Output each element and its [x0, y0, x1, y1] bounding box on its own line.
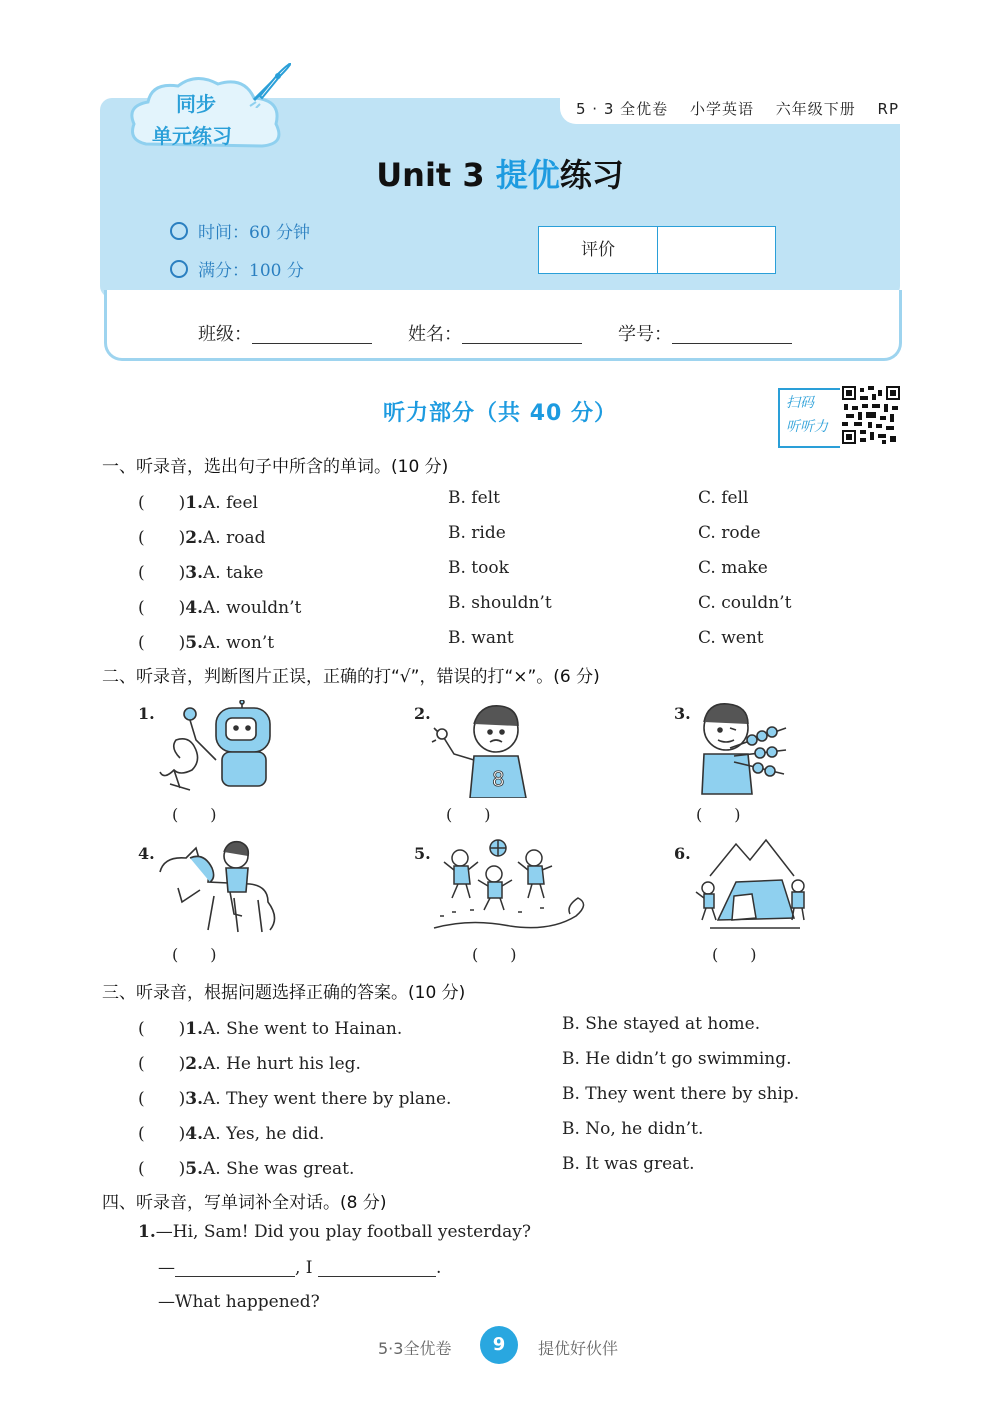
- option-a: A. take: [203, 563, 264, 583]
- answer-parentheses[interactable]: ( ): [138, 1019, 186, 1039]
- answer-parentheses[interactable]: ( ): [446, 805, 491, 824]
- check-circle-icon: [170, 260, 188, 278]
- option-b: B. took: [448, 558, 509, 578]
- student-id-field[interactable]: 学号：: [618, 320, 792, 346]
- option-a: A. They went there by plane.: [203, 1089, 452, 1109]
- option-b: B. want: [448, 628, 514, 648]
- listening-section-title: 听力部分（共 40 分）: [383, 401, 617, 426]
- evaluation-label: 评价: [539, 227, 658, 273]
- part3-item: [138, 1119, 898, 1144]
- item-number: 2.: [185, 528, 204, 548]
- item-number: 3.: [185, 1089, 204, 1109]
- badge-line2: 单元练习: [152, 124, 232, 148]
- grade: 六年级下册: [775, 100, 856, 118]
- item-number: 4.: [185, 598, 204, 618]
- part2-heading: 二、听录音，判断图片正误，正确的打“√”，错误的打“×”。(6 分): [102, 667, 600, 687]
- option-c: C. went: [698, 628, 764, 648]
- answer-parentheses[interactable]: ( ): [138, 1124, 186, 1144]
- option-a: A. won’t: [203, 633, 275, 653]
- series-name: 5 · 3 全优卷: [576, 100, 669, 118]
- item-number: 4.: [185, 1124, 204, 1144]
- page-title: Unit 3 提优练习: [376, 156, 624, 194]
- dialogue-line-1: 1.—Hi, Sam! Did you play football yesterday?: [138, 1222, 531, 1242]
- name-field[interactable]: 姓名：: [408, 320, 582, 346]
- rocket-icon: [246, 62, 292, 108]
- part1-item: [138, 593, 898, 618]
- answer-parentheses[interactable]: ( ): [172, 945, 217, 964]
- answer-parentheses[interactable]: ( ): [138, 1159, 186, 1179]
- option-c: C. fell: [698, 488, 749, 508]
- class-field[interactable]: 班级：: [198, 320, 372, 346]
- part1-item: [138, 558, 898, 583]
- picture-number: 5.: [414, 844, 431, 863]
- blank-2[interactable]: [318, 1258, 436, 1277]
- footer-series: 5·3全优卷: [378, 1339, 452, 1358]
- answer-parentheses[interactable]: ( ): [696, 805, 741, 824]
- answer-parentheses[interactable]: ( ): [138, 563, 186, 583]
- answer-parentheses[interactable]: ( ): [712, 945, 757, 964]
- subject: 小学英语: [689, 100, 754, 118]
- picture-number: 3.: [674, 704, 691, 723]
- part3-item: [138, 1049, 898, 1074]
- option-b: B. It was great.: [562, 1154, 695, 1174]
- answer-parentheses[interactable]: ( ): [138, 528, 186, 548]
- item-number: 2.: [185, 1054, 204, 1074]
- part1-item: [138, 628, 898, 653]
- item-number: 1.: [185, 493, 204, 513]
- answer-parentheses[interactable]: ( ): [138, 598, 186, 618]
- svg-text:8: 8: [492, 767, 505, 791]
- page-number: 9: [480, 1326, 518, 1364]
- footer-slogan: 提优好伙伴: [538, 1339, 619, 1358]
- part1-heading: 一、听录音，选出句子中所含的单词。(10 分): [102, 457, 449, 477]
- dialogue-line-3: —What happened?: [158, 1292, 320, 1312]
- dialogue-line-2: — , I .: [158, 1258, 442, 1278]
- camping-tent-mountains-icon: [690, 836, 814, 936]
- option-a: A. road: [203, 528, 266, 548]
- picture-number: 6.: [674, 844, 691, 863]
- option-b: B. He didn’t go swimming.: [562, 1049, 792, 1069]
- blank-1[interactable]: [175, 1258, 295, 1277]
- option-a: A. She went to Hainan.: [203, 1019, 403, 1039]
- part3-heading: 三、听录音，根据问题选择正确的答案。(10 分): [102, 983, 466, 1003]
- option-b: B. She stayed at home.: [562, 1014, 761, 1034]
- option-a: A. She was great.: [203, 1159, 355, 1179]
- series-info: [576, 98, 915, 119]
- part3-item: [138, 1084, 898, 1109]
- option-a: A. Yes, he did.: [203, 1124, 325, 1144]
- option-b: B. They went there by ship.: [562, 1084, 800, 1104]
- answer-parentheses[interactable]: ( ): [138, 1054, 186, 1074]
- full-score: 满分：100 分: [170, 256, 304, 281]
- kids-playing-beach-ball-icon: [430, 836, 590, 936]
- qr-label-line1: 扫码: [786, 395, 814, 411]
- item-number: 1.: [185, 1019, 204, 1039]
- option-b: B. ride: [448, 523, 506, 543]
- picture-number: 1.: [138, 704, 155, 723]
- part1-item: [138, 488, 898, 513]
- answer-parentheses[interactable]: ( ): [138, 1089, 186, 1109]
- evaluation-box[interactable]: [538, 226, 776, 274]
- boy-riding-horse-icon: [150, 838, 280, 938]
- option-a: A. feel: [203, 493, 258, 513]
- answer-parentheses[interactable]: ( ): [472, 945, 517, 964]
- qr-code-icon[interactable]: [842, 386, 900, 444]
- answer-parentheses[interactable]: ( ): [172, 805, 217, 824]
- item-number: 3.: [185, 563, 204, 583]
- time-limit: 时间：60 分钟: [170, 218, 310, 243]
- part3-item: [138, 1154, 898, 1179]
- part4-heading: 四、听录音，写单词补全对话。(8 分): [102, 1193, 387, 1213]
- option-a: A. He hurt his leg.: [203, 1054, 361, 1074]
- option-b: B. felt: [448, 488, 500, 508]
- option-c: C. rode: [698, 523, 761, 543]
- badge-line1: 同步: [176, 92, 216, 116]
- picture-number: 2.: [414, 704, 431, 723]
- picture-number: 4.: [138, 844, 155, 863]
- boy-hurt-hand-icon: [430, 698, 540, 798]
- item-number: 5.: [185, 633, 204, 653]
- option-a: A. wouldn’t: [203, 598, 302, 618]
- option-b: B. No, he didn’t.: [562, 1119, 704, 1139]
- robot-and-dog-icon: [150, 700, 280, 800]
- part3-item: [138, 1014, 898, 1039]
- option-b: B. shouldn’t: [448, 593, 552, 613]
- option-c: C. make: [698, 558, 768, 578]
- item-number: 5.: [185, 1159, 204, 1179]
- answer-parentheses[interactable]: ( ): [138, 633, 186, 653]
- option-c: C. couldn’t: [698, 593, 792, 613]
- answer-parentheses[interactable]: ( ): [138, 493, 186, 513]
- part1-item: [138, 523, 898, 548]
- qr-label-line2: 听听力: [786, 419, 828, 435]
- edition: RP: [877, 100, 900, 118]
- hourglass-icon: [170, 222, 188, 240]
- boy-eating-skewers-icon: [690, 698, 800, 798]
